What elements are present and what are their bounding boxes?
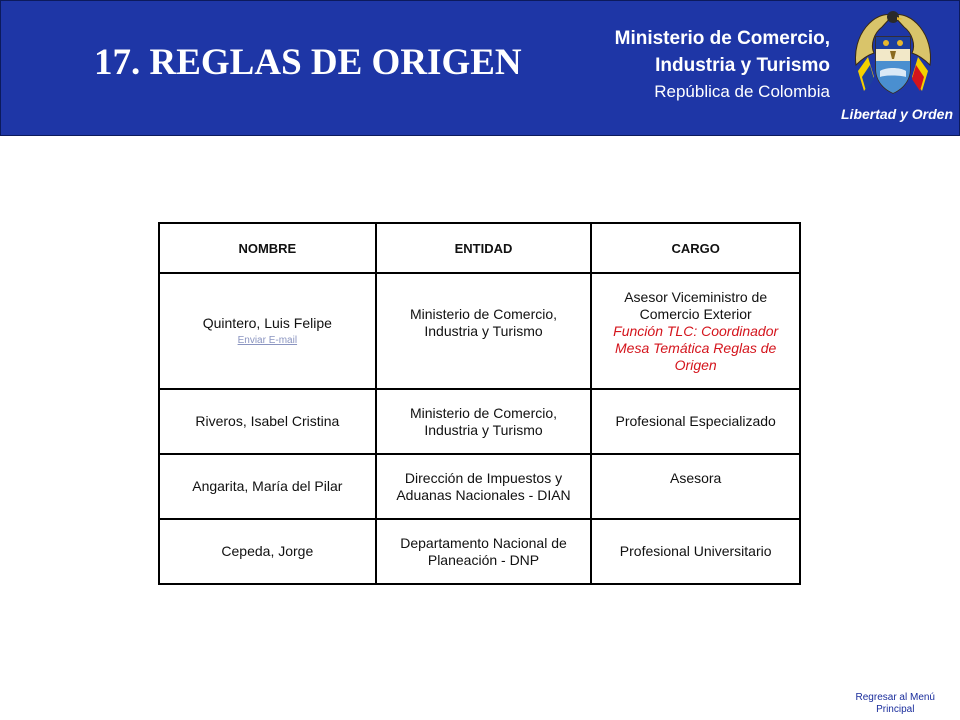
cell-entidad: Dirección de Impuestos y Aduanas Nacionales - DIAN	[376, 454, 592, 519]
cell-nombre: Angarita, María del Pilar	[159, 454, 376, 519]
cell-cargo: Profesional Especializado	[591, 389, 800, 454]
cell-nombre	[159, 273, 376, 389]
cell-entidad: Ministerio de Comercio, Industria y Turismo	[376, 389, 592, 454]
ministry-line-2: Industria y Turismo	[655, 55, 830, 76]
column-header-nombre: NOMBRE	[159, 223, 376, 273]
cell-cargo	[591, 273, 800, 389]
column-header-entidad: ENTIDAD	[376, 223, 592, 273]
cell-nombre: Riveros, Isabel Cristina	[159, 389, 376, 454]
cell-entidad	[376, 273, 592, 389]
back-to-menu-link[interactable]	[856, 692, 935, 716]
cell-entidad: Departamento Nacional de Planeación - DNP	[376, 519, 592, 584]
back-link-line-1: Regresar al Menú	[855, 692, 935, 703]
position-text: Asesora	[669, 470, 722, 486]
table-row	[159, 519, 800, 584]
motto-label: Libertad y Orden	[841, 106, 954, 122]
ministry-line-1: Ministerio de Comercio,	[614, 28, 830, 49]
cell-nombre: Cepeda, Jorge	[159, 519, 376, 584]
entity-text: Ministerio de Comercio, Industria y Turismo	[409, 306, 558, 339]
contacts-table	[158, 222, 801, 585]
tlc-function-text: Función TLC: Coordinador Mesa Temática Reglas de Origen	[613, 322, 779, 373]
page-title: 17. REGLAS DE ORIGEN	[94, 42, 522, 83]
ministry-line-3: República de Colombia	[654, 82, 830, 101]
name-text: Quintero, Luis Felipe	[202, 315, 332, 331]
ministry-name	[615, 25, 830, 105]
cell-cargo	[591, 454, 800, 519]
back-link-line-2: Principal	[876, 704, 915, 715]
table-row	[159, 389, 800, 454]
table-header-row	[159, 223, 800, 273]
header-banner	[0, 0, 960, 136]
column-header-cargo: CARGO	[591, 223, 800, 273]
cell-cargo: Profesional Universitario	[591, 519, 800, 584]
send-email-link[interactable]: Enviar E-mail	[237, 335, 298, 346]
position-text: Asesor Viceministro de Comercio Exterior	[624, 288, 768, 322]
table-row	[159, 454, 800, 519]
table-row	[159, 273, 800, 389]
